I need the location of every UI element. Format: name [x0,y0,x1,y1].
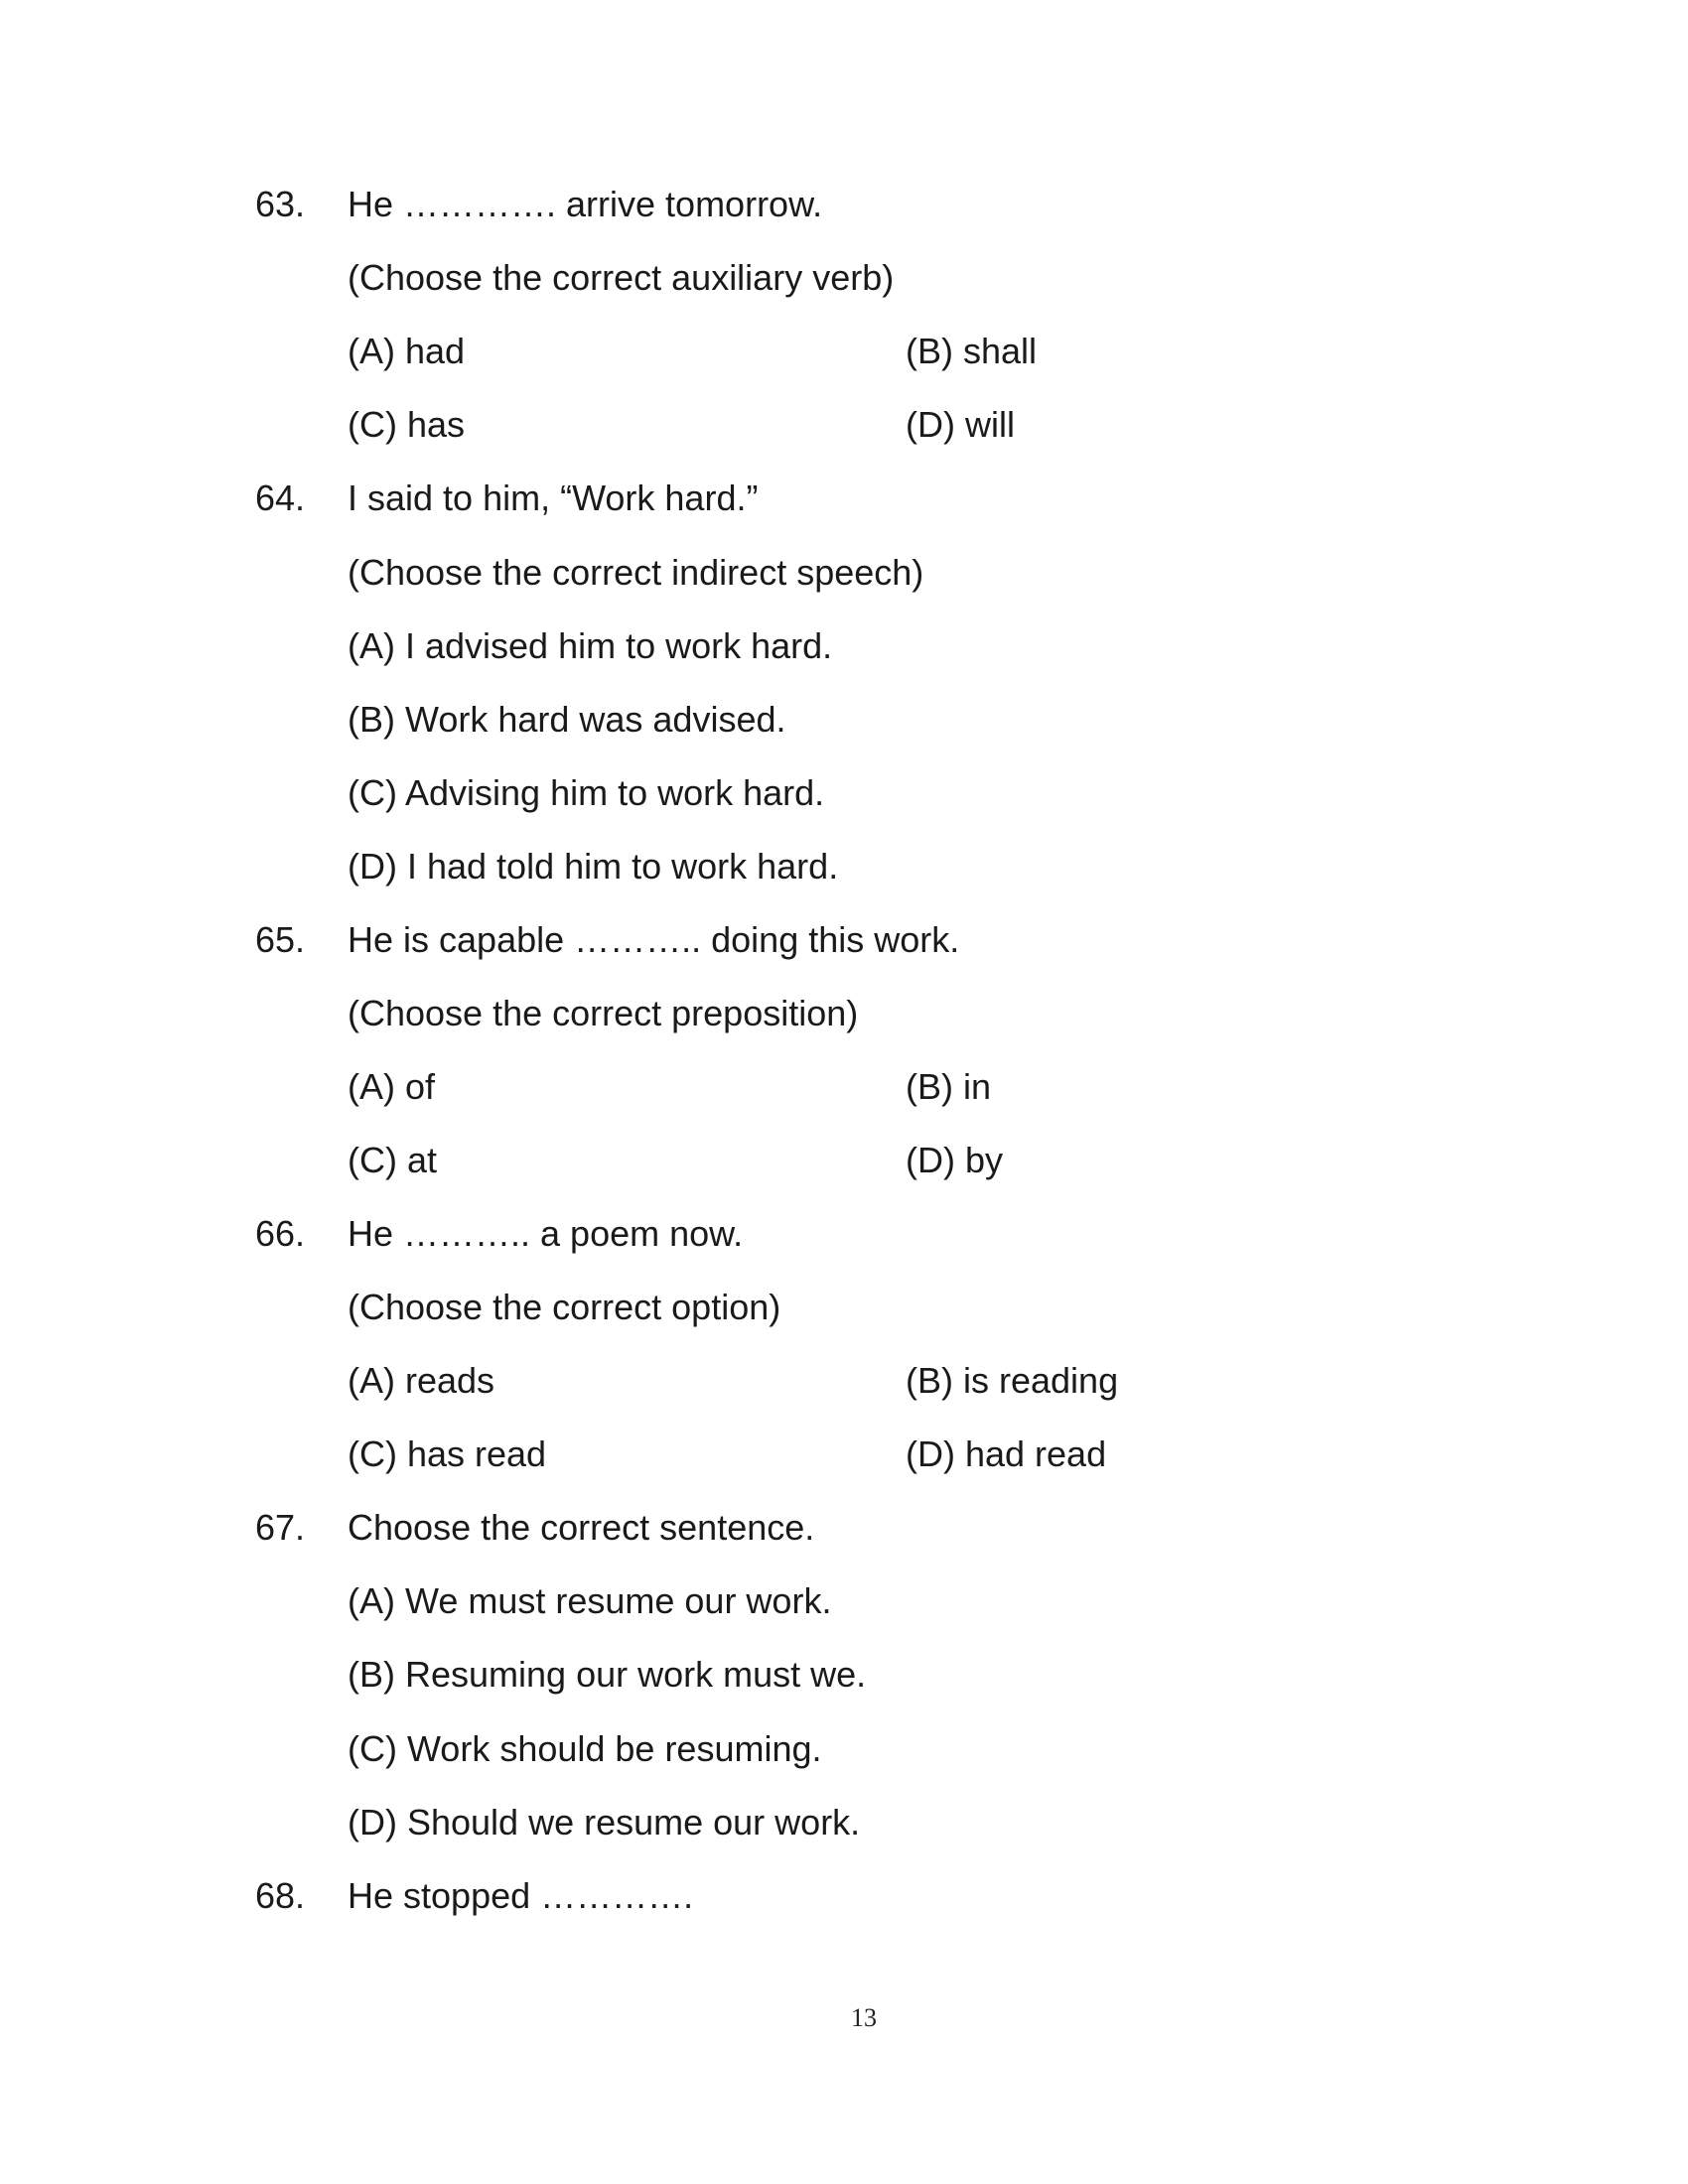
question-number: 65. [255,919,306,960]
option-c: (C) at [348,1140,437,1180]
question-number: 66. [255,1213,306,1254]
option-a: (A) I advised him to work hard. [348,625,833,666]
option-c: (C) Work should be resuming. [348,1728,822,1769]
question-text: He …………. arrive tomorrow. [348,184,823,224]
option-a: (A) We must resume our work. [348,1580,832,1621]
option-c: (C) has read [348,1433,547,1474]
question-text: I said to him, “Work hard.” [348,478,759,518]
question-number: 68. [255,1875,306,1916]
question-text: He ……….. a poem now. [348,1213,744,1254]
option-b: (B) in [906,1066,992,1107]
option-b: (B) Resuming our work must we. [348,1654,867,1695]
option-d: (D) will [906,404,1015,445]
option-c: (C) Advising him to work hard. [348,772,825,813]
question-text: He is capable ……….. doing this work. [348,919,960,960]
option-a: (A) had [348,331,466,371]
option-d: (D) I had told him to work hard. [348,846,839,887]
option-d: (D) Should we resume our work. [348,1802,861,1843]
question-number: 67. [255,1507,306,1548]
question-instruction: (Choose the correct option) [348,1287,781,1327]
question-number: 64. [255,478,306,518]
question-number: 63. [255,184,306,224]
option-a: (A) reads [348,1360,495,1401]
option-b: (B) shall [906,331,1038,371]
option-b: (B) Work hard was advised. [348,699,786,740]
question-instruction: (Choose the correct indirect speech) [348,552,924,593]
option-d: (D) had read [906,1433,1107,1474]
option-d: (D) by [906,1140,1003,1180]
question-text: He stopped …………. [348,1875,694,1916]
page-number: 13 [851,2003,877,2032]
question-instruction: (Choose the correct auxiliary verb) [348,257,895,298]
option-a: (A) of [348,1066,436,1107]
question-text: Choose the correct sentence. [348,1507,815,1548]
question-instruction: (Choose the correct preposition) [348,993,859,1033]
option-b: (B) is reading [906,1360,1119,1401]
option-c: (C) has [348,404,466,445]
